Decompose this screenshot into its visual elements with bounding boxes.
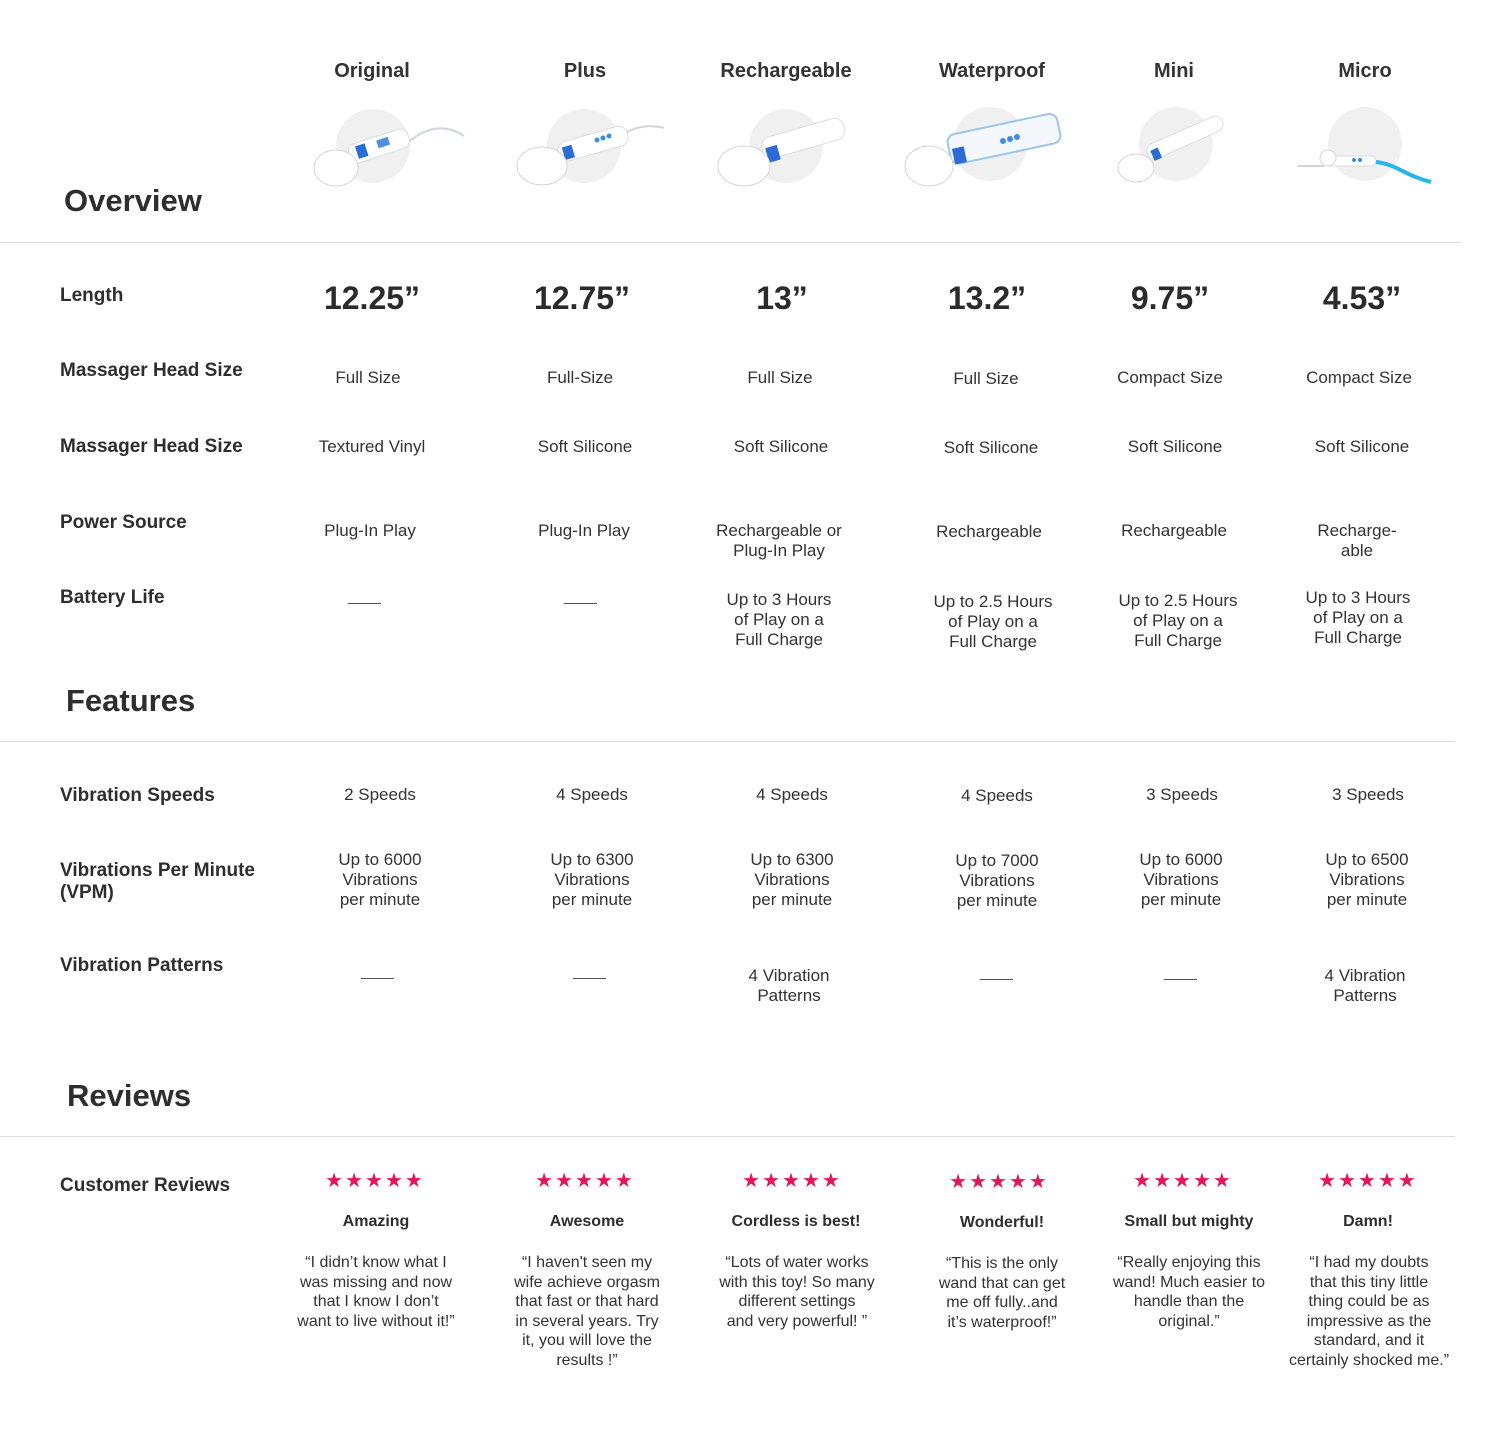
vpm-value: Up to 7000 Vibrations per minute (955, 851, 1039, 910)
vpm-value: Up to 6300 Vibrations per minute (750, 850, 834, 909)
review-title: Small but mighty (1124, 1213, 1254, 1230)
head-material-value: Soft Silicone (733, 437, 829, 456)
dash-icon (573, 978, 606, 979)
length-value: 4.53” (1322, 280, 1402, 316)
length-value: 12.75” (533, 280, 631, 316)
power-source-value: Rechargeable or Plug-In Play (716, 521, 842, 560)
review-text: “Really enjoying this wand! Much easier to handle than the original.” (1112, 1254, 1266, 1330)
power-source-value: Plug-In Play (538, 521, 630, 540)
length-value: 12.25” (323, 280, 421, 316)
vibration-patterns-value: 4 Vibration Patterns (1324, 966, 1406, 1005)
row-label-vibration-speeds: Vibration Speeds (60, 785, 215, 806)
star-rating: ★★★★★ (949, 1171, 1049, 1193)
column-header-plus: Plus (563, 60, 607, 82)
vpm-value: Up to 6000 Vibrations per minute (1139, 850, 1223, 909)
review-title: Wonderful! (959, 1214, 1045, 1231)
dash-icon (361, 978, 394, 979)
star-rating: ★★★★★ (535, 1170, 635, 1192)
battery-life-value: Up to 2.5 Hours of Play on a Full Charge (933, 592, 1053, 651)
divider (0, 741, 1455, 742)
product-image-waterproof (893, 106, 1073, 196)
row-label-length: Length (60, 285, 124, 306)
product-image-original (296, 106, 476, 196)
review-text: “Lots of water works with this toy! So many different settings and very powerful! ” (719, 1254, 875, 1330)
section-title-overview: Overview (64, 183, 202, 218)
product-image-plus (502, 106, 682, 196)
product-image-micro (1276, 106, 1456, 196)
vpm-value: Up to 6500 Vibrations per minute (1325, 850, 1409, 909)
head-material-value: Soft Silicone (1127, 437, 1223, 456)
star-rating: ★★★★★ (1133, 1170, 1233, 1192)
star-rating: ★★★★★ (742, 1170, 842, 1192)
dash-icon (348, 603, 381, 604)
vibration-speeds-value: 4 Speeds (756, 785, 828, 804)
row-label-battery-life: Battery Life (60, 587, 165, 608)
battery-life-value: Up to 3 Hours of Play on a Full Charge (726, 590, 832, 649)
section-title-reviews: Reviews (67, 1078, 192, 1113)
head-size-value: Compact Size (1117, 368, 1223, 387)
vibration-speeds-value: 4 Speeds (961, 786, 1033, 805)
review-text: “This is the only wand that can get me off fully..and it’s waterproof!” (938, 1255, 1066, 1331)
column-header-original: Original (334, 60, 410, 82)
dash-icon (980, 979, 1013, 980)
head-material-value: Soft Silicone (537, 437, 633, 456)
power-source-value: Rechargeable (936, 522, 1042, 541)
row-label-head-material: Massager Head Size (60, 436, 243, 457)
row-label-head-size: Massager Head Size (60, 360, 243, 381)
section-title-features: Features (66, 683, 196, 718)
power-source-value: Rechargeable (1121, 521, 1227, 540)
product-image-mini (1084, 106, 1264, 196)
battery-life-value: Up to 2.5 Hours of Play on a Full Charge (1118, 591, 1238, 650)
head-size-value: Full Size (747, 368, 813, 387)
length-value: 13” (756, 280, 808, 316)
row-label-customer-reviews: Customer Reviews (60, 1175, 231, 1196)
column-header-waterproof: Waterproof (939, 60, 1045, 82)
column-header-micro: Micro (1338, 60, 1392, 82)
review-title: Damn! (1343, 1213, 1393, 1230)
length-value: 13.2” (947, 280, 1027, 316)
vpm-value: Up to 6300 Vibrations per minute (550, 850, 634, 909)
column-header-mini: Mini (1154, 60, 1194, 82)
divider (0, 1136, 1455, 1137)
review-text: “I didn’t know what I was missing and now that I know I don’t want to live without it!” (297, 1254, 455, 1330)
star-rating: ★★★★★ (1318, 1170, 1418, 1192)
review-text: “I haven't seen my wife achieve orgasm that fast or that hard in several years. Try it, you will love the results !” (514, 1254, 660, 1369)
column-header-rechargeable: Rechargeable (720, 60, 852, 82)
review-text: “I had my doubts that this tiny little thing could be as impressive as the standard, and it certainly shocked me.” (1288, 1254, 1450, 1369)
power-source-value: Recharge- able (1317, 521, 1397, 560)
power-source-value: Plug-In Play (324, 521, 416, 540)
dash-icon (1164, 979, 1197, 980)
row-label-vibration-patterns: Vibration Patterns (60, 955, 224, 976)
head-size-value: Full-Size (546, 368, 614, 387)
vibration-speeds-value: 3 Speeds (1332, 785, 1404, 804)
vibration-speeds-value: 3 Speeds (1146, 785, 1218, 804)
dash-icon (564, 603, 597, 604)
product-image-rechargeable (706, 106, 886, 196)
head-size-value: Full Size (335, 368, 401, 387)
vpm-value: Up to 6000 Vibrations per minute (338, 850, 422, 909)
review-title: Amazing (342, 1213, 410, 1230)
vibration-patterns-value: 4 Vibration Patterns (748, 966, 830, 1005)
review-title: Awesome (549, 1213, 625, 1230)
divider (0, 242, 1462, 243)
length-value: 9.75” (1130, 280, 1210, 316)
star-rating: ★★★★★ (325, 1170, 425, 1192)
head-size-value: Compact Size (1306, 368, 1412, 387)
review-title: Cordless is best! (731, 1213, 861, 1230)
row-label-power-source: Power Source (60, 512, 187, 533)
head-size-value: Full Size (953, 369, 1019, 388)
head-material-value: Soft Silicone (1314, 437, 1410, 456)
vibration-speeds-value: 4 Speeds (556, 785, 628, 804)
vibration-speeds-value: 2 Speeds (344, 785, 416, 804)
head-material-value: Textured Vinyl (318, 437, 426, 456)
head-material-value: Soft Silicone (943, 438, 1039, 457)
row-label-vpm: Vibrations Per Minute (VPM) (60, 860, 255, 903)
battery-life-value: Up to 3 Hours of Play on a Full Charge (1305, 588, 1411, 647)
